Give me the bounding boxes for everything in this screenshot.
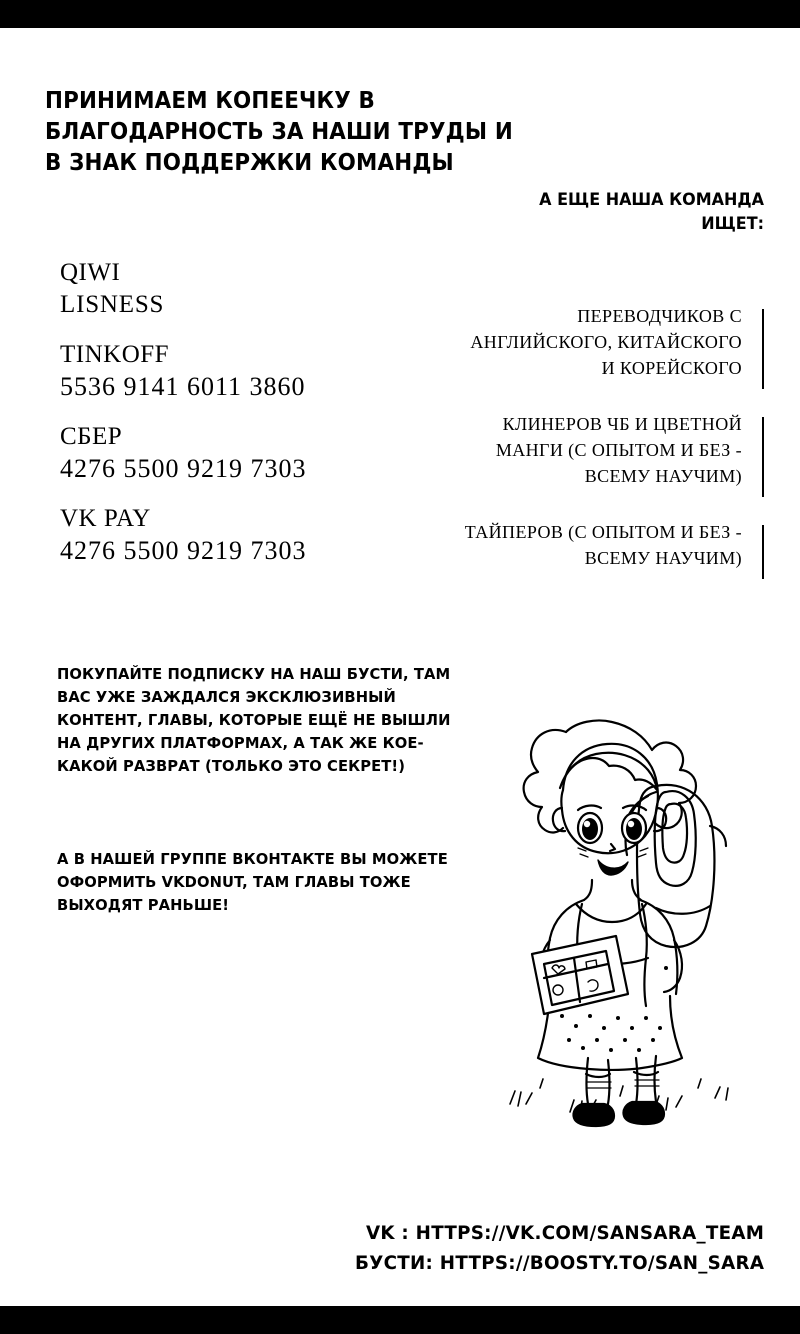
page-sheet <box>0 28 800 1306</box>
recruitment-item-label: ТАЙПЕРОВ (С ОПЫТОМ И БЕЗ - ВСЕМУ НАУЧИМ) <box>464 522 742 568</box>
boosty-promo-text: ПОКУПАЙТЕ ПОДПИСКУ НА НАШ БУСТИ, ТАМ ВАС УЖЕ ЗАЖДАЛСЯ ЭКСКЛЮЗИВНЫЙ КОНТЕНТ, ГЛАВЫ, КОТОРЫЕ ЕЩЁ НЕ ВЫШЛИ НА ДРУГИХ ПЛАТФОРМАХ, А ТАК ЖЕ КОЕ-КАКОЙ РАЗВРАТ (ТОЛЬКО ЭТО СЕКРЕТ!) <box>57 665 451 775</box>
list-item <box>464 519 764 571</box>
recruitment-item-label: КЛИНЕРОВ ЧБ И ЦВЕТНОЙ МАНГИ (С ОПЫТОМ И БЕЗ - ВСЕМУ НАУЧИМ) <box>495 414 742 486</box>
divider-bar <box>762 417 764 497</box>
payment-method-name: СБЕР <box>60 423 123 450</box>
divider-bar <box>762 309 764 389</box>
divider-bar <box>762 525 764 579</box>
payment-method-name: VK PAY <box>60 505 151 532</box>
payment-item <box>60 504 480 568</box>
page-title: ПРИНИМАЕМ КОПЕЕЧКУ В БЛАГОДАРНОСТЬ ЗА НАШИ ТРУДЫ И В ЗНАК ПОДДЕРЖКИ КОМАНДЫ <box>45 88 513 176</box>
payment-details-list <box>60 258 480 586</box>
payment-item <box>60 258 480 322</box>
payment-method-value: LISNESS <box>60 291 165 318</box>
payment-method-value: 4276 5500 9219 7303 <box>60 454 307 483</box>
footer-links <box>355 1218 764 1278</box>
list-item <box>464 411 764 489</box>
payment-method-name: QIWI <box>60 259 121 286</box>
payment-method-value: 5536 9141 6011 3860 <box>60 372 306 401</box>
recruitment-item-label: ПЕРЕВОДЧИКОВ С АНГЛИЙСКОГО, КИТАЙСКОГО И КОРЕЙСКОГО <box>470 306 742 378</box>
payment-method-name: TINKOFF <box>60 341 170 368</box>
payment-item <box>60 422 480 486</box>
girl-with-backpack-illustration <box>470 668 780 1138</box>
boosty-link[interactable]: БУСТИ: HTTPS://BOOSTY.TO/SAN_SARA <box>354 1252 764 1274</box>
payment-item <box>60 340 480 404</box>
payment-method-value: 4276 5500 9219 7303 <box>60 536 307 565</box>
vk-promo-text: А В НАШЕЙ ГРУППЕ ВКОНТАКТЕ ВЫ МОЖЕТЕ ОФОРМИТЬ VKDONUT, ТАМ ГЛАВЫ ТОЖЕ ВЫХОДЯТ РАНЬШЕ! <box>57 850 448 914</box>
recruitment-list <box>464 303 764 601</box>
recruitment-title: А ЕЩЕ НАША КОМАНДА ИЩЕТ: <box>539 190 764 234</box>
vk-link[interactable]: VK : HTTPS://VK.COM/SANSARA_TEAM <box>365 1222 764 1244</box>
list-item <box>464 303 764 381</box>
